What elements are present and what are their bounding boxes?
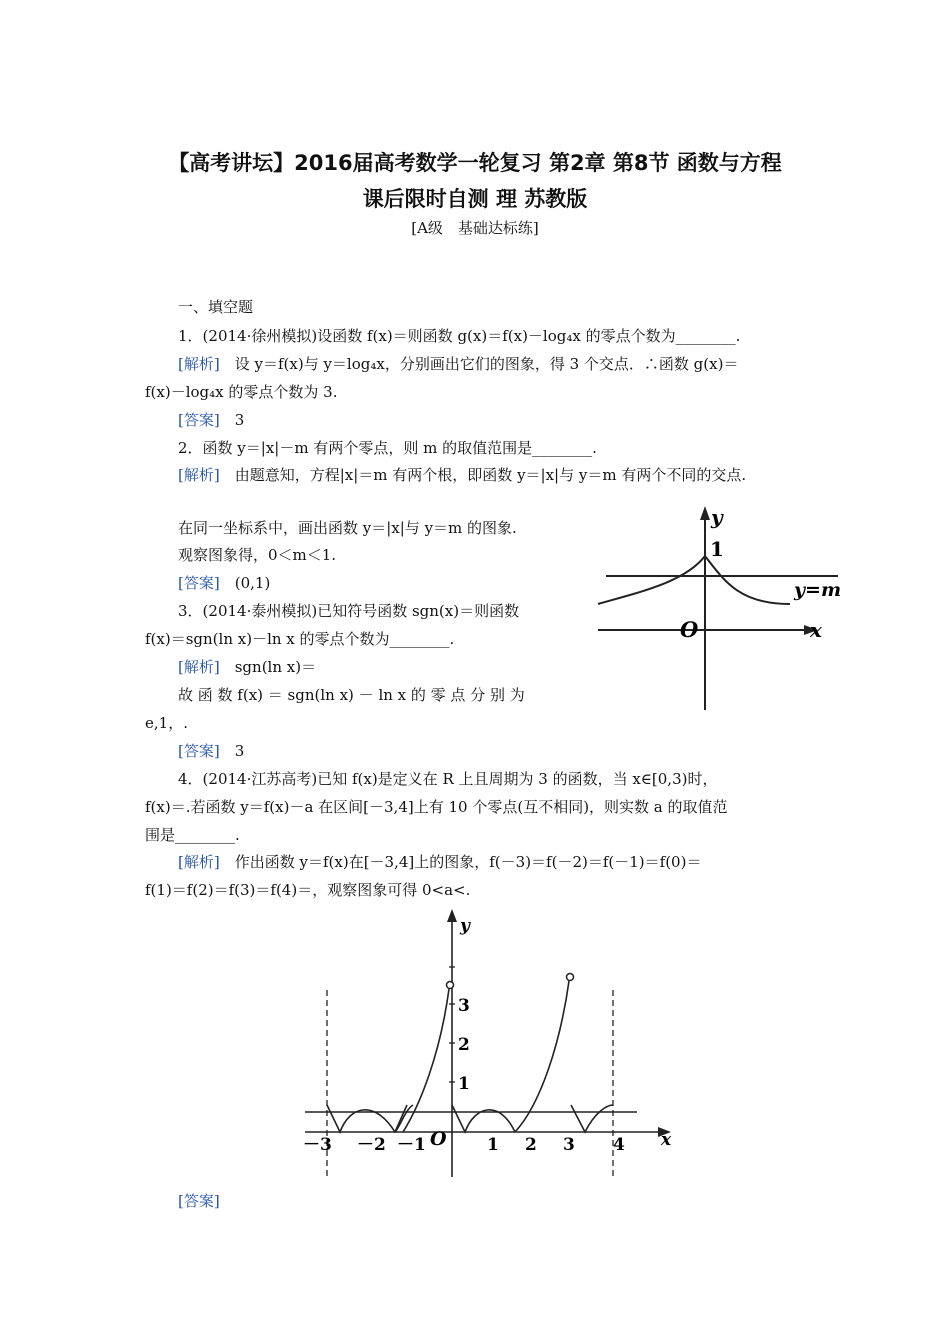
q2-y-arrow	[700, 506, 710, 520]
title-line-1: 【高考讲坛】2016届高考数学一轮复习 第2章 第8节 函数与方程	[168, 151, 782, 175]
title-line-2: 课后限时自测 理 苏教版	[362, 187, 588, 211]
q2-one-label: 1	[710, 537, 724, 561]
section-heading: 一、填空题	[178, 298, 254, 316]
q3-analysis-text: sgn(ln x)＝	[234, 658, 317, 676]
q4-x-tick-label-4: 4	[613, 1135, 625, 1155]
q3-analysis-tag: [解析]	[178, 658, 220, 676]
q3-stem-1: 3．(2014·泰州模拟)已知符号函数 sgn(x)＝则函数	[178, 602, 520, 620]
q1-answer-value: 3	[234, 411, 245, 429]
q1-analysis-text: 设 y＝f(x)与 y＝log₄x，分别画出它们的图象，得 3 个交点．∴函数 g(x)＝	[234, 355, 739, 373]
q4-curve-segment-1	[327, 1105, 413, 1132]
q1-stem: 1．(2014·徐州模拟)设函数 f(x)＝则函数 g(x)＝f(x)－log₄x 的零点个数为________.	[178, 327, 741, 345]
q4-y-arrow	[447, 909, 457, 922]
q4-x-tick-label-3: 3	[563, 1135, 575, 1155]
q1-answer	[178, 410, 244, 430]
q2-y-label: y	[711, 505, 723, 529]
level-heading: [A级 基础达标练]	[411, 219, 539, 237]
q4-analysis-text: 作出函数 y＝f(x)在[－3,4]上的图象，f(－3)＝f(－2)＝f(－1)＝f(0)＝	[234, 853, 702, 871]
q4-rising-branch-1	[403, 989, 449, 1132]
q3-answer	[178, 741, 244, 761]
q2-line-label: y=m	[794, 579, 842, 601]
q4-y-tick-label-3: 3	[458, 996, 470, 1016]
q2-graph	[590, 500, 850, 715]
q4-x-label: x	[661, 1130, 672, 1150]
q2-origin-label: O	[680, 617, 699, 642]
q4-curve-segment-3	[452, 1105, 515, 1132]
q2-answer-value: (0,1)	[234, 574, 271, 592]
q2-answer	[178, 573, 270, 593]
q4-answer-tag: [答案]	[178, 1192, 220, 1210]
q1-analysis-tag: [解析]	[178, 355, 220, 373]
q2-stem: 2．函数 y＝|x|－m 有两个零点，则 m 的取值范围是________.	[178, 439, 597, 457]
q2-answer-tag: [答案]	[178, 574, 220, 592]
q3-analysis-cont-1: 故 函 数 f(x) ＝ sgn(ln x) － ln x 的 零 点 分 别 为	[178, 686, 525, 704]
q1-analysis-cont: f(x)－log₄x 的零点个数为 3.	[145, 383, 338, 401]
q3-analysis	[178, 657, 316, 677]
q1-analysis	[178, 354, 738, 374]
q3-analysis-cont-2: e,1，.	[145, 714, 188, 732]
q4-analysis-tag: [解析]	[178, 853, 220, 871]
q4-x-tick-label-1: 1	[487, 1135, 499, 1155]
q2-analysis-cont-2: 观察图象得，0＜m＜1.	[178, 546, 337, 564]
q4-curve-segment-4	[571, 1105, 613, 1132]
q4-open-point-2	[567, 974, 574, 981]
q3-stem-2: f(x)＝sgn(ln x)－ln x 的零点个数为________.	[145, 630, 455, 648]
q4-stem-1: 4．(2014·江苏高考)已知 f(x)是定义在 R 上且周期为 3 的函数，当 x∈[0,3)时，	[178, 770, 718, 788]
q4-graph	[295, 905, 685, 1190]
q2-analysis-cont-1: 在同一坐标系中，画出函数 y＝|x|与 y＝m 的图象.	[178, 519, 517, 537]
q4-x-tick-label-neg3: －3	[303, 1135, 332, 1155]
q4-origin-label: O	[430, 1128, 447, 1150]
q4-rising-branch-2	[515, 981, 569, 1132]
q4-stem-3: 围是________.	[145, 826, 240, 844]
q4-open-point-1	[447, 982, 454, 989]
q2-analysis-tag: [解析]	[178, 466, 220, 484]
q4-x-tick-label-neg2: －2	[357, 1135, 386, 1155]
q1-answer-tag: [答案]	[178, 411, 220, 429]
q2-curve-right	[705, 556, 790, 604]
q3-answer-tag: [答案]	[178, 742, 220, 760]
q4-y-label: y	[460, 916, 470, 936]
q2-analysis-text: 由题意知，方程|x|＝m 有两个根，即函数 y＝|x|与 y＝m 有两个不同的交点.	[234, 466, 747, 484]
q4-analysis	[178, 852, 701, 872]
q3-answer-value: 3	[234, 742, 245, 760]
q4-y-tick-label-2: 2	[458, 1035, 470, 1055]
q4-stem-2: f(x)＝.若函数 y＝f(x)－a 在区间[－3,4]上有 10 个零点(互不相同)，则实数 a 的取值范	[145, 798, 728, 816]
q4-x-tick-label-2: 2	[525, 1135, 537, 1155]
q2-analysis	[178, 465, 746, 485]
q4-x-tick-label-neg1: －1	[397, 1135, 426, 1155]
q4-y-tick-label-1: 1	[458, 1074, 470, 1094]
q4-answer	[178, 1191, 220, 1211]
q4-analysis-cont: f(1)＝f(2)＝f(3)＝f(4)＝，观察图象可得 0<a<.	[145, 881, 471, 899]
q2-curve-left	[598, 556, 705, 604]
q2-x-label: x	[810, 618, 822, 642]
